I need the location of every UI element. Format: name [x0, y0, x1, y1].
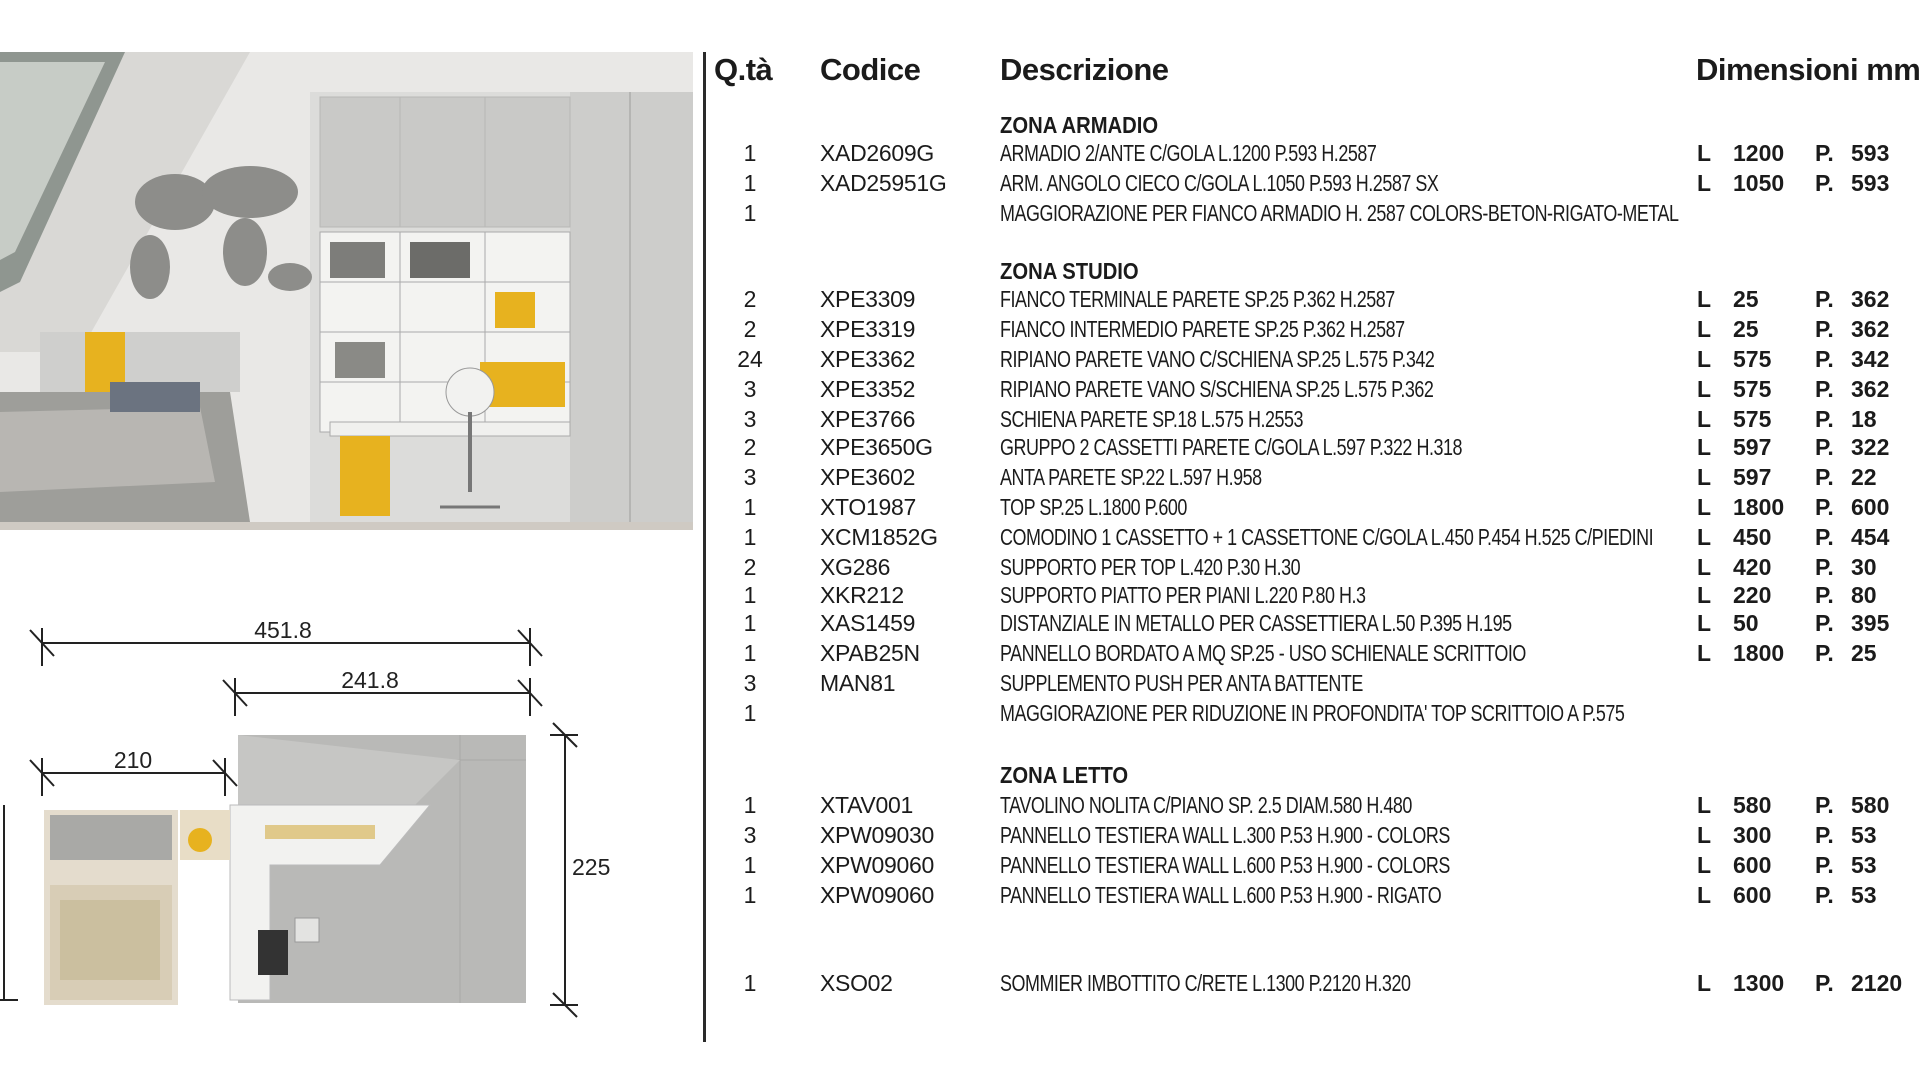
- length-label: L: [1697, 822, 1712, 848]
- qty-cell: 3: [743, 822, 757, 848]
- code-cell: XCM1852G: [820, 524, 938, 550]
- length-label: L: [1697, 316, 1712, 342]
- code-cell: XKR212: [820, 582, 904, 608]
- zone-heading-letto: ZONA LETTO: [1000, 762, 1129, 788]
- table-row: [0, 344, 1920, 374]
- table-row: [0, 638, 1920, 668]
- qty-cell: 3: [743, 464, 757, 490]
- description-cell: PANNELLO BORDATO A MQ SP.25 - USO SCHIENALE SCRITTOIO: [1000, 640, 1526, 666]
- length-value: 25: [1733, 286, 1759, 312]
- zone-heading-armadio: ZONA ARMADIO: [1000, 112, 1159, 138]
- code-cell: XPE3352: [820, 376, 916, 402]
- depth-label: P.: [1815, 170, 1834, 196]
- code-cell: MAN81: [820, 670, 896, 696]
- code-cell: XPW09060: [820, 882, 934, 908]
- depth-value: 454: [1851, 524, 1890, 550]
- header-code: Codice: [820, 52, 921, 87]
- dim-bed-width: 210: [113, 747, 153, 773]
- header-qty: Q.tà: [714, 52, 773, 87]
- code-cell: XPE3602: [820, 464, 916, 490]
- description-cell: ANTA PARETE SP.22 L.597 H.958: [1000, 464, 1262, 490]
- length-value: 1200: [1733, 140, 1785, 166]
- table-row: [0, 404, 1920, 434]
- qty-cell: 1: [743, 700, 757, 726]
- table-row: [0, 668, 1920, 698]
- length-value: 1800: [1733, 640, 1785, 666]
- code-cell: XPE3362: [820, 346, 916, 372]
- depth-value: 580: [1851, 792, 1890, 818]
- length-value: 1300: [1733, 970, 1785, 996]
- header-description: Descrizione: [1000, 52, 1169, 87]
- qty-cell: 2: [743, 316, 757, 342]
- code-cell: XPE3650G: [820, 434, 933, 460]
- qty-cell: 24: [737, 346, 763, 372]
- length-label: L: [1697, 494, 1712, 520]
- code-cell: XPE3309: [820, 286, 916, 312]
- qty-cell: 3: [743, 670, 757, 696]
- code-cell: XTO1987: [820, 494, 916, 520]
- depth-value: 600: [1851, 494, 1890, 520]
- depth-label: P.: [1815, 554, 1834, 580]
- length-value: 597: [1733, 464, 1772, 490]
- length-value: 25: [1733, 316, 1759, 342]
- depth-label: P.: [1815, 140, 1834, 166]
- depth-value: 25: [1851, 640, 1877, 666]
- description-cell: RIPIANO PARETE VANO C/SCHIENA SP.25 L.575 P.342: [1000, 346, 1435, 372]
- description-cell: SUPPORTO PER TOP L.420 P.30 H.30: [1000, 554, 1301, 580]
- qty-cell: 1: [743, 882, 757, 908]
- dim-depth: 225: [572, 854, 611, 880]
- length-label: L: [1697, 464, 1712, 490]
- depth-value: 80: [1851, 582, 1877, 608]
- depth-label: P.: [1815, 610, 1834, 636]
- table-row: [0, 374, 1920, 404]
- depth-label: P.: [1815, 464, 1834, 490]
- length-value: 50: [1733, 610, 1759, 636]
- description-cell: TAVOLINO NOLITA C/PIANO SP. 2.5 DIAM.580 H.480: [1000, 792, 1412, 818]
- depth-value: 362: [1851, 286, 1890, 312]
- description-cell: SOMMIER IMBOTTITO C/RETE L.1300 P.2120 H.320: [1000, 970, 1411, 996]
- table-row: [0, 284, 1920, 314]
- table-row: [0, 314, 1920, 344]
- length-label: L: [1697, 970, 1712, 996]
- depth-label: P.: [1815, 640, 1834, 666]
- length-value: 300: [1733, 822, 1772, 848]
- qty-cell: 2: [743, 554, 757, 580]
- description-cell: RIPIANO PARETE VANO S/SCHIENA SP.25 L.575 P.362: [1000, 376, 1434, 402]
- length-value: 1800: [1733, 494, 1785, 520]
- length-label: L: [1697, 792, 1712, 818]
- description-cell: FIANCO TERMINALE PARETE SP.25 P.362 H.2587: [1000, 286, 1395, 312]
- table-row: [0, 880, 1920, 910]
- qty-cell: 1: [743, 140, 757, 166]
- depth-value: 322: [1851, 434, 1890, 460]
- table-row: [0, 168, 1920, 198]
- length-value: 1050: [1733, 170, 1785, 196]
- table-row: [0, 580, 1920, 610]
- qty-cell: 1: [743, 200, 757, 226]
- qty-cell: 1: [743, 582, 757, 608]
- qty-cell: 1: [743, 610, 757, 636]
- table-row: [0, 820, 1920, 850]
- description-cell: SCHIENA PARETE SP.18 L.575 H.2553: [1000, 406, 1304, 432]
- table-row: [0, 198, 1920, 228]
- length-value: 575: [1733, 346, 1772, 372]
- qty-cell: 1: [743, 524, 757, 550]
- depth-label: P.: [1815, 494, 1834, 520]
- length-value: 580: [1733, 792, 1772, 818]
- depth-label: P.: [1815, 316, 1834, 342]
- depth-value: 395: [1851, 610, 1890, 636]
- qty-cell: 1: [743, 494, 757, 520]
- table-row: [0, 432, 1920, 462]
- description-cell: DISTANZIALE IN METALLO PER CASSETTIERA L.50 P.395 H.195: [1000, 610, 1512, 636]
- table-row: [0, 968, 1920, 998]
- header-dimensions: Dimensioni mm: [1696, 52, 1920, 87]
- description-cell: FIANCO INTERMEDIO PARETE SP.25 P.362 H.2587: [1000, 316, 1405, 342]
- length-value: 575: [1733, 376, 1772, 402]
- depth-value: 362: [1851, 316, 1890, 342]
- depth-value: 22: [1851, 464, 1877, 490]
- depth-value: 593: [1851, 140, 1890, 166]
- depth-label: P.: [1815, 822, 1834, 848]
- depth-value: 53: [1851, 852, 1877, 878]
- qty-cell: 1: [743, 792, 757, 818]
- description-cell: PANNELLO TESTIERA WALL L.600 P.53 H.900 - COLORS: [1000, 852, 1450, 878]
- code-cell: XPW09030: [820, 822, 934, 848]
- length-label: L: [1697, 852, 1712, 878]
- length-label: L: [1697, 140, 1712, 166]
- qty-cell: 1: [743, 170, 757, 196]
- dim-total-width: 451.8: [254, 617, 312, 643]
- code-cell: XSO02: [820, 970, 893, 996]
- length-value: 575: [1733, 406, 1772, 432]
- qty-cell: 3: [743, 376, 757, 402]
- description-cell: COMODINO 1 CASSETTO + 1 CASSETTONE C/GOLA L.450 P.454 H.525 C/PIEDINI: [1000, 524, 1654, 550]
- code-cell: XPW09060: [820, 852, 934, 878]
- code-cell: XPAB25N: [820, 640, 920, 666]
- depth-value: 2120: [1851, 970, 1903, 996]
- code-cell: XG286: [820, 554, 891, 580]
- length-value: 420: [1733, 554, 1772, 580]
- code-cell: XPE3319: [820, 316, 916, 342]
- description-cell: ARM. ANGOLO CIECO C/GOLA L.1050 P.593 H.2587 SX: [1000, 170, 1439, 196]
- description-cell: MAGGIORAZIONE PER FIANCO ARMADIO H. 2587 COLORS-BETON-RIGATO-METAL: [1000, 200, 1679, 226]
- dim-desk-width: 241.8: [341, 667, 399, 693]
- length-value: 600: [1733, 852, 1772, 878]
- depth-label: P.: [1815, 376, 1834, 402]
- code-cell: XTAV001: [820, 792, 913, 818]
- depth-value: 18: [1851, 406, 1877, 432]
- length-value: 600: [1733, 882, 1772, 908]
- length-label: L: [1697, 376, 1712, 402]
- zone-heading-studio: ZONA STUDIO: [1000, 258, 1139, 284]
- length-value: 597: [1733, 434, 1772, 460]
- table-row: [0, 850, 1920, 880]
- description-cell: ARMADIO 2/ANTE C/GOLA L.1200 P.593 H.2587: [1000, 140, 1377, 166]
- depth-label: P.: [1815, 524, 1834, 550]
- code-cell: XAD2609G: [820, 140, 934, 166]
- table-row: [0, 698, 1920, 728]
- code-cell: XAD25951G: [820, 170, 947, 196]
- description-cell: PANNELLO TESTIERA WALL L.600 P.53 H.900 - RIGATO: [1000, 882, 1442, 908]
- length-label: L: [1697, 346, 1712, 372]
- description-cell: SUPPORTO PIATTO PER PIANI L.220 P.80 H.3: [1000, 582, 1366, 608]
- length-label: L: [1697, 554, 1712, 580]
- length-label: L: [1697, 524, 1712, 550]
- table-row: [0, 138, 1920, 168]
- length-label: L: [1697, 582, 1712, 608]
- qty-cell: 3: [743, 406, 757, 432]
- table-row: [0, 462, 1920, 492]
- table-row: [0, 608, 1920, 638]
- description-cell: GRUPPO 2 CASSETTI PARETE C/GOLA L.597 P.322 H.318: [1000, 434, 1462, 460]
- length-label: L: [1697, 286, 1712, 312]
- qty-cell: 2: [743, 434, 757, 460]
- qty-cell: 2: [743, 286, 757, 312]
- length-label: L: [1697, 170, 1712, 196]
- depth-label: P.: [1815, 852, 1834, 878]
- code-cell: XAS1459: [820, 610, 916, 636]
- qty-cell: 1: [743, 852, 757, 878]
- description-cell: TOP SP.25 L.1800 P.600: [1000, 494, 1187, 520]
- description-cell: SUPPLEMENTO PUSH PER ANTA BATTENTE: [1000, 670, 1363, 696]
- table-row: [0, 522, 1920, 552]
- length-value: 450: [1733, 524, 1772, 550]
- depth-value: 362: [1851, 376, 1890, 402]
- table-row: [0, 790, 1920, 820]
- depth-label: P.: [1815, 346, 1834, 372]
- depth-value: 342: [1851, 346, 1890, 372]
- code-cell: XPE3766: [820, 406, 916, 432]
- length-label: L: [1697, 434, 1712, 460]
- description-cell: PANNELLO TESTIERA WALL L.300 P.53 H.900 - COLORS: [1000, 822, 1450, 848]
- depth-label: P.: [1815, 582, 1834, 608]
- qty-cell: 1: [743, 970, 757, 996]
- depth-label: P.: [1815, 970, 1834, 996]
- table-row: [0, 492, 1920, 522]
- length-label: L: [1697, 610, 1712, 636]
- depth-label: P.: [1815, 882, 1834, 908]
- depth-label: P.: [1815, 434, 1834, 460]
- length-label: L: [1697, 406, 1712, 432]
- length-value: 220: [1733, 582, 1772, 608]
- depth-value: 593: [1851, 170, 1890, 196]
- depth-value: 30: [1851, 554, 1877, 580]
- depth-label: P.: [1815, 286, 1834, 312]
- qty-cell: 1: [743, 640, 757, 666]
- table-row: [0, 552, 1920, 582]
- depth-label: P.: [1815, 406, 1834, 432]
- depth-label: P.: [1815, 792, 1834, 818]
- depth-value: 53: [1851, 882, 1877, 908]
- depth-value: 53: [1851, 822, 1877, 848]
- description-cell: MAGGIORAZIONE PER RIDUZIONE IN PROFONDITA' TOP SCRITTOIO A P.575: [1000, 700, 1625, 726]
- length-label: L: [1697, 640, 1712, 666]
- length-label: L: [1697, 882, 1712, 908]
